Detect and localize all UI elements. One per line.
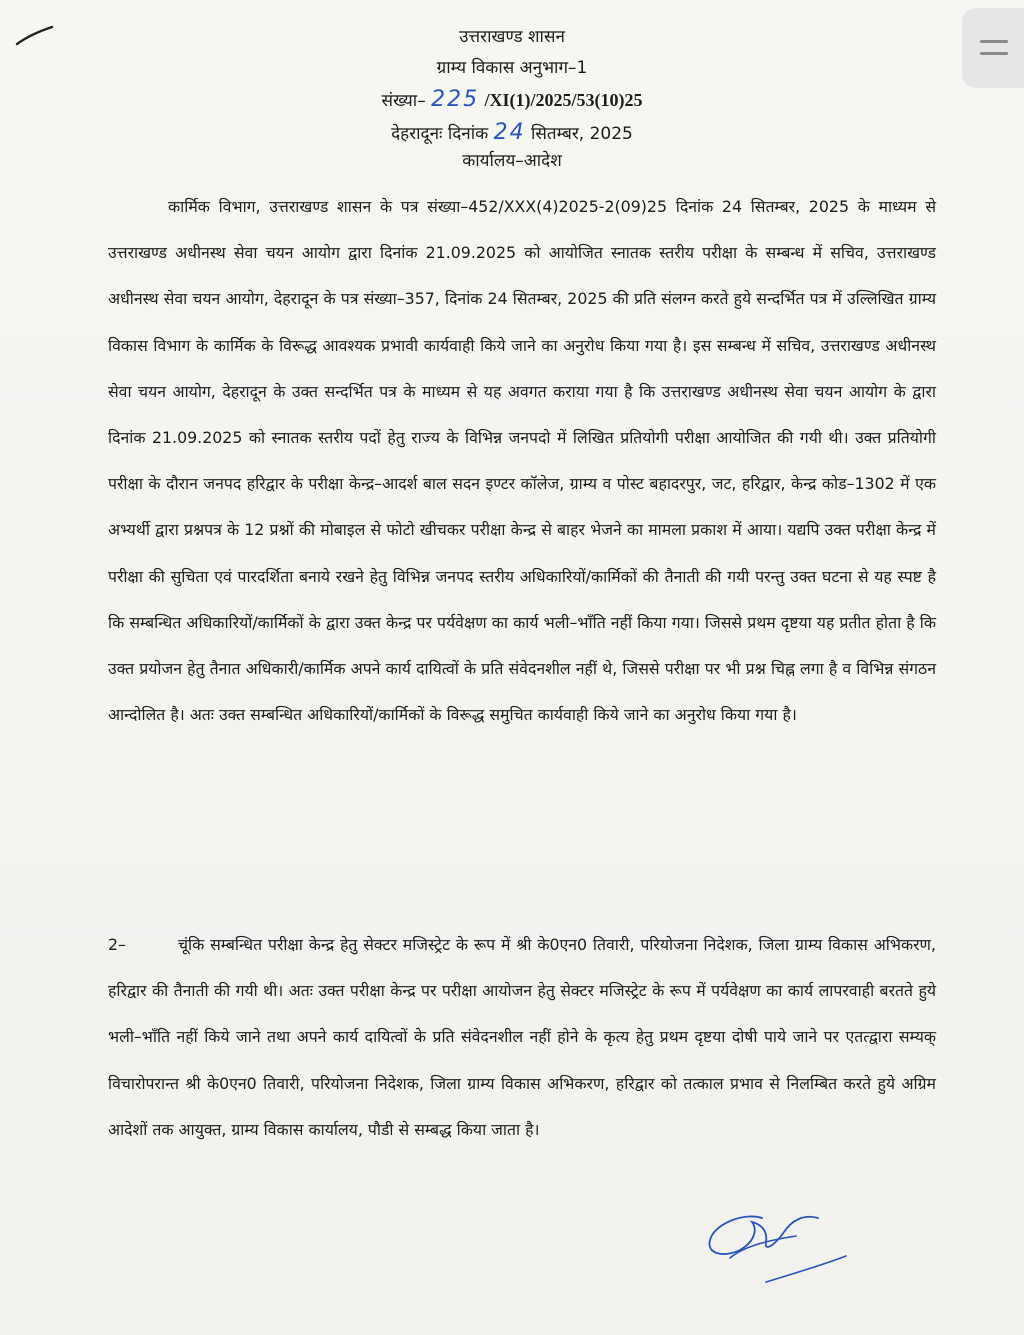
document-header	[0, 22, 1024, 150]
paragraph-2	[108, 922, 936, 1153]
reference-handwritten: 225	[431, 87, 480, 112]
reference-number	[0, 84, 1024, 117]
paragraph-2-text: चूंकि सम्बन्धित परीक्षा केन्द्र हेतु सेक्टर मजिस्ट्रेट के रूप में श्री के0एन0 तिवारी, परियोजना निदेशक, जिला ग्राम्य विकास अभिकरण, हरिद्वार की तैनाती की गयी थी। अतः उक्त परीक्षा केन्द्र पर परीक्षा आयोजन हेतु सेक्टर मजिस्ट्रेट के रूप में पर्यवेक्षण का कार्य लापरवाही बरतते हुये भली–भाँति नहीं किये जाने तथा अपने कार्य दायित्वों के प्रति संवेदनशील नहीं होने के कृत्य हेतु प्रथम दृष्टया दोषी पाये जाने पर एतत्द्वारा सम्यक् विचारोपरान्त श्री के0एन0 तिवारी, परियोजना निदेशक, जिला ग्राम्य विकास अभिकरण, हरिद्वार को तत्काल प्रभाव से निलम्बित करते हुये अग्रिम आदेशों तक आयुक्त, ग्राम्य विकास कार्यालय, पौडी से सम्बद्ध किया जाता है।	[108, 935, 936, 1139]
reference-prefix: संख्या–	[381, 91, 426, 111]
date-suffix: सितम्बर, 2025	[531, 124, 633, 144]
date-handwritten: 24	[493, 120, 526, 145]
government-name: उत्तराखण्ड शासन	[459, 27, 565, 47]
date-prefix: देहरादूनः दिनांक	[391, 124, 489, 144]
paragraph-2-number: 2–	[108, 935, 126, 954]
paragraph-1: कार्मिक विभाग, उत्तराखण्ड शासन के पत्र संख्या–452/XXX(4)2025-2(09)25 दिनांक 24 सितम्बर, 2025 के माध्यम से उत्तराखण्ड अधीनस्थ सेवा चयन आयोग द्वारा दिनांक 21.09.2025 को आयोजित स्नातक स्तरीय परीक्षा के सम्बन्ध में सचिव, उत्तराखण्ड अधीनस्थ सेवा चयन आयोग, देहरादून के पत्र संख्या–357, दिनांक 24 सितम्बर, 2025 की प्रति संलग्न करते हुये सन्दर्भित पत्र में उल्लिखित ग्राम्य विकास विभाग के कार्मिक के विरूद्ध आवश्यक प्रभावी कार्यवाही किये जाने का अनुरोध किया गया है। इस सम्बन्ध में सचिव, उत्तराखण्ड अधीनस्थ सेवा चयन आयोग, देहरादून के उक्त सन्दर्भित पत्र के माध्यम से यह अवगत कराया गया है कि उत्तराखण्ड अधीनस्थ सेवा चयन आयोग के द्वारा दिनांक 21.09.2025 को स्नातक स्तरीय पदों हेतु राज्य के विभिन्न जनपदो में लिखित प्रतियोगी परीक्षा आयोजित की गयी थी। उक्त प्रतियोगी परीक्षा के दौरान जनपद हरिद्वार के परीक्षा केन्द्र–आदर्श बाल सदन इण्टर कॉलेज, ग्राम्य व पोस्ट बहादरपुर, जट, हरिद्वार, केन्द्र कोड–1302 में एक अभ्यर्थी द्वारा प्रश्नपत्र के 12 प्रश्नों की मोबाइल से फोटो खीचकर परीक्षा केन्द्र से बाहर भेजने का मामला प्रकाश में आया। यद्यपि उक्त परीक्षा केन्द्र में परीक्षा की सुचिता एवं पारदर्शिता बनाये रखने हेतु विभिन्न जनपद स्तरीय अधिकारियों/कार्मिकों की तैनाती की गयी परन्तु उक्त घटना से यह स्पष्ट है कि सम्बन्धित अधिकारियों/कार्मिकों के द्वारा उक्त केन्द्र पर पर्यवेक्षण का कार्य भली–भाँति नहीं किया गया। जिससे प्रथम दृष्टया यह प्रतीत होता है कि उक्त प्रयोजन हेतु तैनात अधिकारी/कार्मिक अपने कार्य दायित्वों के प्रति संवेदनशील नहीं थे, जिससे परीक्षा पर भी प्रश्न चिह्न लगा है व विभिन्न संगठन आन्दोलित है। अतः उक्त सम्बन्धित अधिकारियों/कार्मिकों के विरूद्ध समुचित कार्यवाही किये जाने का अनुरोध किया गया है।	[108, 197, 936, 725]
issue-date	[0, 117, 1024, 150]
signature-icon	[700, 1196, 850, 1296]
department-section: ग्राम्य विकास अनुभाग–1	[436, 58, 588, 78]
reference-suffix: /XI(1)/2025/53(10)25	[484, 90, 643, 110]
order-title: कार्यालय–आदेश	[462, 151, 562, 171]
